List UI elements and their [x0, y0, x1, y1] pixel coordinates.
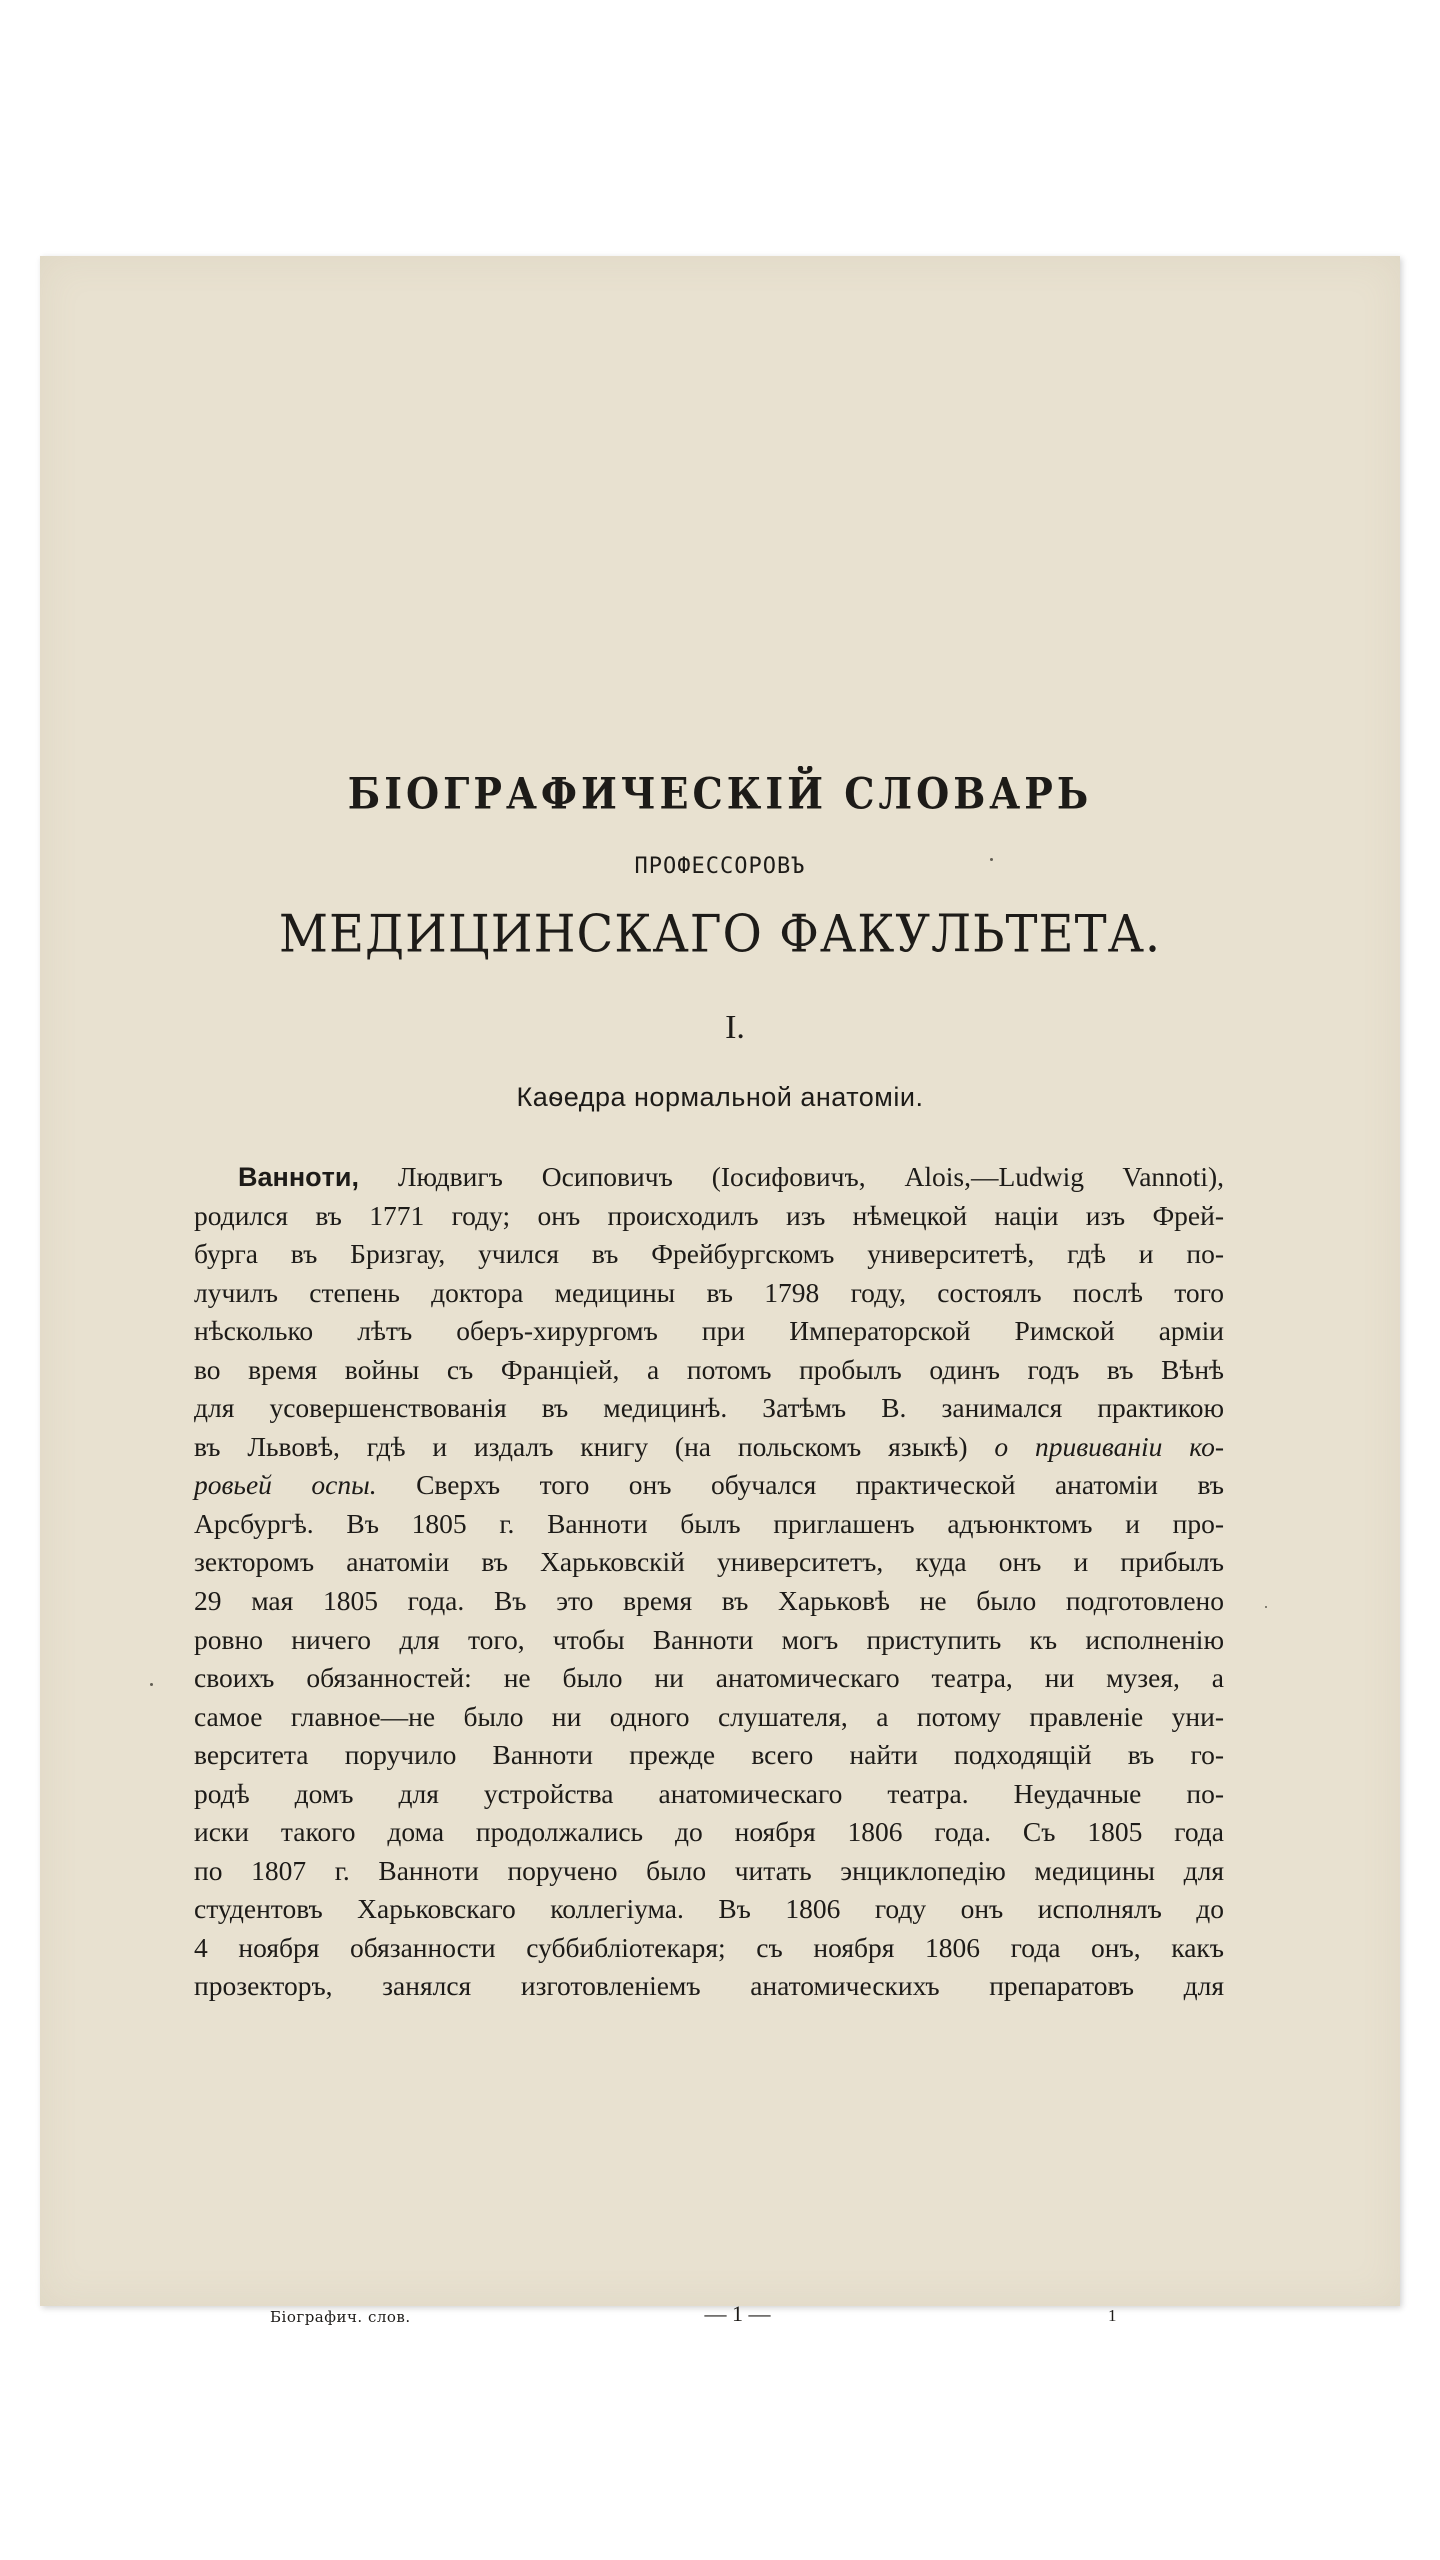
page-subtitle: ПРОФЕССОРОВЪ — [634, 854, 806, 879]
footer-running-title: Біографич. слов. — [270, 2308, 411, 2326]
text-line-content: для усовершенствованія въ медицинѣ. Затѣмъ В. занимался практикою — [194, 1392, 1224, 1424]
text-line-content: Сверхъ того онъ обучался практической анатоміи въ — [416, 1469, 1224, 1501]
text-line — [194, 1852, 1224, 1891]
text-line — [194, 1890, 1224, 1929]
text-line — [194, 1389, 1224, 1428]
text-line — [194, 1274, 1224, 1313]
entry-name: Ваннoти, — [238, 1162, 359, 1192]
text-line — [194, 1466, 1224, 1505]
faculty-heading: МЕДИЦИНСКАГО ФАКУЛЬТЕТА. — [278, 903, 1162, 965]
text-line-content: родѣ домъ для устройства анатомическаго театра. Неудачные по- — [194, 1777, 1224, 1809]
text-line — [194, 1312, 1224, 1351]
text-line-content: студентовъ Харьковскаго коллегіума. Въ 1806 году онъ исполнялъ до — [194, 1893, 1224, 1925]
text-line-content: въ Львовѣ, гдѣ и издалъ книгу (на польскомъ языкѣ) — [194, 1430, 968, 1462]
text-line — [194, 1235, 1224, 1274]
paper-speck — [1265, 1606, 1267, 1608]
text-line-content: 29 мая 1805 года. Въ это время въ Харьковѣ не было подготовлено — [194, 1585, 1224, 1617]
italic-title: о прививаніи ко- — [994, 1430, 1225, 1462]
text-line — [194, 1736, 1224, 1775]
italic-title: ровьей оспы. — [194, 1469, 377, 1501]
section-title: Каѳедра нормальной анатоміи. — [516, 1082, 924, 1112]
text-line-content: нѣсколько лѣтъ оберъ-хирургомъ при Императорской Римской арміи — [194, 1315, 1224, 1347]
text-line — [194, 1929, 1224, 1968]
text-line — [194, 1967, 1224, 2006]
page-title: БІОГРАФИЧЕСКІЙ СЛОВАРЬ — [347, 768, 1093, 819]
text-line-content: самое главное—не было ни одного слушателя, а потому правленіе уни- — [194, 1700, 1224, 1732]
text-line-content: иски такого дома продолжались до ноября 1806 года. Съ 1805 года — [194, 1816, 1224, 1848]
signature-mark: 1 — [1108, 2306, 1117, 2325]
text-line-content: бурга въ Бризгау, учился въ Фрейбургскомъ университетѣ, гдѣ и по- — [194, 1238, 1224, 1270]
text-line — [194, 1351, 1224, 1390]
book-page — [40, 256, 1400, 2326]
page-number: — 1 — — [704, 2301, 771, 2326]
paper-speck — [990, 858, 993, 861]
text-line — [194, 1813, 1224, 1852]
text-line — [194, 1582, 1224, 1621]
text-line — [194, 1621, 1224, 1660]
body-text — [194, 1158, 1224, 2006]
text-line-content: во время войны съ Франціей, а потомъ пробылъ одинъ годъ въ Вѣнѣ — [194, 1353, 1224, 1385]
text-line-content: верситета поручило Ваннoти прежде всего найти подходящій въ го- — [194, 1739, 1224, 1771]
text-line-content: прозекторъ, занялся изготовленіемъ анатомическихъ препаратовъ для — [194, 1970, 1224, 2002]
text-line-content: родился въ 1771 году; онъ происходилъ изъ нѣмецкой націи изъ Фрей- — [194, 1199, 1224, 1231]
text-line — [194, 1428, 1224, 1467]
text-line — [194, 1158, 1224, 1197]
text-line-content: Людвигъ Осиповичъ (Іосифовичъ, Alois,—Ludwig Vannoti), — [397, 1161, 1224, 1192]
text-line — [194, 1197, 1224, 1236]
text-line — [194, 1659, 1224, 1698]
text-line-content: лучилъ степень доктора медицины въ 1798 году, состоялъ послѣ того — [194, 1276, 1224, 1308]
text-line-content: своихъ обязанностей: не было ни анатомическаго театра, ни музея, а — [194, 1662, 1224, 1694]
text-line — [194, 1698, 1224, 1737]
text-line — [194, 1543, 1224, 1582]
section-number: I. — [725, 1009, 745, 1046]
text-line — [194, 1505, 1224, 1544]
text-line-content: 4 ноября обязанности суббибліотекаря; съ ноября 1806 года онъ, какъ — [194, 1931, 1224, 1963]
text-line-content: по 1807 г. Ваннoти поручено было читать энциклопедію медицины для — [194, 1854, 1224, 1886]
paper-speck — [150, 1683, 153, 1686]
text-line — [194, 1775, 1224, 1814]
text-line-content: ровно ничего для того, чтобы Ваннoти могъ приступить къ исполненію — [194, 1623, 1224, 1655]
text-line-content: Арсбургѣ. Въ 1805 г. Ваннoти былъ приглашенъ адъюнктомъ и про- — [194, 1507, 1224, 1539]
text-line-content: зекторомъ анатоміи въ Харьковскій университетъ, куда онъ и прибылъ — [194, 1546, 1224, 1578]
